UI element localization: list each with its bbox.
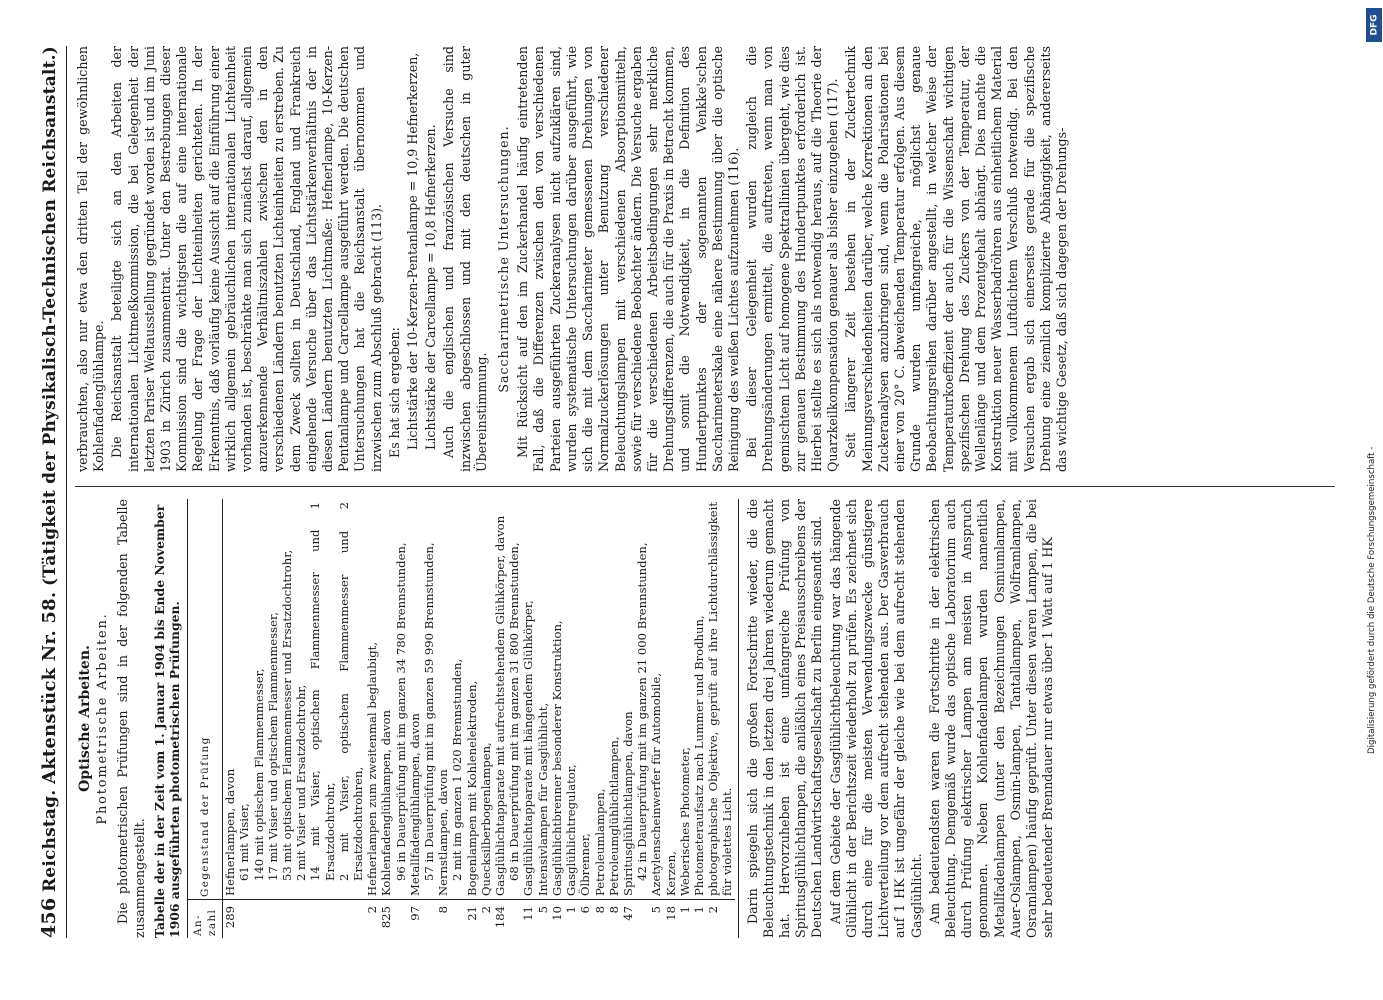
table-row [664,499,678,938]
row-count: 2 [365,900,379,939]
table-row [536,499,550,938]
left-paragraphs [745,499,1057,938]
row-subject: Spiritusglühlichtlampen, davon [620,711,635,896]
intro-paragraph: Die photometrischen Prüfungen sind in der folgenden Tabelle zusammengestellt. [115,499,147,938]
row-count [294,900,308,939]
row-subject: 53 mit optischem Flammenmesser und Ersatzdochtrohr, [280,549,295,881]
row-subject: 2 mit Visier und Ersatzdochtrohr, [294,684,309,881]
row-count: 21 [465,900,479,939]
row-subject: 2 mit Visier, optischem Flammenmesser und 2 Ersatzdochtrohren, [336,502,366,881]
paragraph: Am bedeutendsten waren die Fortschritte in der elektrischen Beleuchtung. Demgemäß wurde das optische Laboratorium auch durch Prüfung elektrischer Lampen am meisten in Anspruch genommen. Neben Kohlenfadenlampen wurden namentlich Metallfadenlampen (unter den Bezeichnungen Osmiumlampen, Auer-Oslampen, Osmin-lampen, Tantallampen, Wolframlampen, Osramlampen) häufig geprüft. Unter diesen waren Lampen, die bei sehr bedeutender Brenndauer nur etwas über 1 Watt auf 1 HK [926,499,1056,938]
row-subject: Kohlenfadenglühlampen, davon [379,710,394,896]
row-count: 184 [493,900,507,939]
header-subject: Gegenstand der Prüfung [187,499,222,900]
row-count [450,900,464,939]
row-subject: Metallfadenglühlampen, davon [407,713,422,896]
table-row [550,499,564,938]
row-subject: Hefnerlampen zum zweitenmal beglaubigt, [365,641,380,896]
paragraph-after-formulas: Auch die englischen und französischen Versuche sind inzwischen abgeschlossen und mit den deutschen in guter Übereinstimmung. [441,46,489,472]
row-subject: Gasglühlichtapparate mit hängendem Glühkörper, [521,600,536,896]
row-count [252,900,266,939]
table-row [436,499,450,938]
paragraph: Auf dem Gebiete der Gasglühlichtbeleuchtung war das hängende Glühlicht in der Berichtszeit wiederholt zu prüfen. Es zeichnet sich durch eine für die meisten Verwendungszwecke günstigere Lichtverteilung vor dem aufrecht stehenden aus. Der Gasverbrauch auf 1 HK ist ungefähr der gleiche wie bei dem aufrecht stehenden Gasglühlicht. [827,499,924,938]
table-row [408,499,422,938]
row-count [394,900,408,939]
row-count: 5 [649,900,663,939]
dfg-logo-text: DFG [1369,14,1380,36]
table-row [337,499,365,938]
page-number: 456 [38,897,60,938]
right-paragraphs-top [75,46,385,472]
left-column [75,486,1335,938]
table-row [266,499,280,938]
paragraph: Seit längerer Zeit bestehen in der Zuckertechnik Meinungsverschiedenheiten darüber, welche Korrektionen an den Zuckeranalysen anzubringen sind, wenn die Polarisationen bei einer von 20° C. abweichenden Temperatur erfolgen. Aus diesem Grunde wurden umfangreiche, möglichst genaue Beobachtungsreihen darüber angestellt, in welcher Weise der Temperaturkoeffizient der auch für die Wissenschaft wichtigen spezifischen Drehung des Zuckers von der Temperatur, der Wellenlänge und dem Prozentgehalt abhängt. Dies machte die Konstruktion neuer Wasserbadröhren aus einheitlichem Material mit vollkommenem Luftdichtem Verschluß notwendig. Bei den Versuchen ergab sich einerseits gerade für die spezifische Drehung eine ziemlich komplizierte Abhängigkeit, andererseits das wichtige Gesetz, daß sich dagegen der Drehungs- [843,46,1069,472]
row-subject: Bogenlampen mit Kohlenelektroden, [464,680,479,896]
header-count: An-zahl [187,900,222,939]
row-subject: Weberisches Photometer, [677,747,692,896]
row-count: 5 [536,900,550,939]
table-row [479,499,493,938]
right-paragraphs-bottom [515,46,1070,472]
row-count: 2 [706,900,734,939]
formula-line: Lichtstärke der Carcellampe = 10,8 Hefnerkerzen. [423,124,439,450]
running-head [38,46,67,938]
row-count: 1 [564,900,578,939]
row-count [280,900,294,939]
row-subject: 96 in Dauerprüfung mit im ganzen 34 780 Brennstunden, [393,542,408,881]
row-count: 2 [479,900,493,939]
row-subject: Gasglühlichtapparate mit aufrechtstehendem Glühkörper, davon [493,515,508,896]
row-count: 18 [664,900,678,939]
row-count: 8 [436,900,450,939]
table-row [223,499,238,938]
table-title: Tabelle der in der Zeit vom 1. Januar 1904 bis Ende November 1906 ausgeführten photometrischen Prüfungen. [151,504,182,938]
row-subject: Photometeraufsatz nach Lummer und Brodhun, [691,615,706,896]
row-count [507,900,521,939]
row-count: 1 [692,900,706,939]
running-head-left: Reichstag. [40,789,60,893]
row-count [308,900,336,939]
row-subject: 2 mit im ganzen 1 020 Brennstunden, [450,658,465,881]
section-title-saccharimetric: Saccharimetrische Untersuchungen. [496,125,512,393]
section-title-optical: Optische Arbeiten. [77,645,93,792]
table-row [564,499,578,938]
result-intro: Es hat sich ergeben: [386,327,402,458]
table-row [578,499,592,938]
subtitle-photometric: Photometrische Arbeiten. [95,612,111,825]
row-subject: 68 in Dauerprüfung mit im ganzen 31 800 Brennstunden, [507,542,522,881]
table-body [223,499,738,938]
table-row [493,499,507,938]
row-subject: Gasglühlichtregulator, [564,764,579,896]
table-row [379,499,393,938]
table-bottom-rule [735,499,739,938]
row-count: 289 [223,900,238,939]
row-count: 8 [593,900,607,939]
paragraph: Bei dieser Gelegenheit wurden zugleich die Drehungsänderungen ermittelt, die auftreten, wenn man von gemischtem Licht auf homogene Spektrallinien übergeht, wie dies zur genauen Bestimmung des Hundertpunktes erforderlich ist. Hierbei stellte es sich als notwendig heraus, auf die Theorie der Quarzkeilkompensation genauer als bisher einzugehen (117). [744,46,841,472]
running-head-document: Aktenstück Nr. 58. [39,591,60,784]
row-subject: 14 mit Visier, optischem Flammenmesser und 1 Ersatzdochtrohr, [308,502,337,881]
row-subject: 140 mit optischem Flammenmesser, [251,668,266,881]
row-subject: 17 mit Visier und optischem Flammenmesser, [265,612,280,881]
table-row [607,499,621,938]
dfg-logo [1366,8,1382,42]
row-subject: Quecksilberbogenlampen, [478,742,493,896]
row-count [337,900,365,939]
row-count: 10 [550,900,564,939]
table-row [365,499,379,938]
row-subject: Petroleumlampen, [592,788,607,896]
row-subject: 57 in Dauerprüfung mit im ganzen 59 990 Brennstunden, [422,542,437,881]
row-count: 8 [607,900,621,939]
row-subject: Intensivlampen für Gasglühlicht, [535,702,550,896]
row-subject: Hefnerlampen, davon [223,768,238,896]
table-row [252,499,266,938]
row-count: 825 [379,900,393,939]
row-count: 1 [678,900,692,939]
row-subject: 42 in Dauerprüfung mit im ganzen 21 000 Brennstunden, [635,542,650,881]
row-subject: Petroleumglühlichtlampen, [606,736,621,896]
table-row [237,499,251,938]
formula-line: Lichtstärke der 10-Kerzen-Pentanlampe = 10,9 Hefnerkerzen, [405,52,421,450]
formulas [405,46,439,472]
running-head-right: (Tätigkeit der Physikalisch-Technischen Reichsanstalt.) [40,46,60,586]
row-count [237,900,251,939]
row-count [266,900,280,939]
digitization-note: Digitalisierung gefördert durch die Deutsche Forschungsgemeinschaft - [1367,446,1377,754]
row-count: 47 [621,900,635,939]
table-row [308,499,336,938]
table-row [635,499,649,938]
row-count [635,900,649,939]
photometric-table [187,499,739,938]
row-subject: 61 mit Visier, [237,803,252,881]
paragraph: Mit Rücksicht auf den im Zuckerhandel häufig eintretenden Fall, daß die Differenzen zwischen den von verschiedenen Parteien ausgeführten Zuckeranalysen nicht aufzuklären sind, wurden systematische Untersuchungen darüber ausgeführt, wie sich die mit dem Saccharimeter gemessenen Drehungen von Normalzuckerlösungen unter Benutzung verschiedener Beleuchtungslampen mit verschiedenen Absorptionsmitteln, sowie für verschiedene Beobachter ändern. Die Versuche ergaben für die verschiedenen Arbeitsbedingungen sehr merkliche Drehungsdifferenzen, die auch für die Praxis in Betracht kommen, und somit die Notwendigkeit, in die Definition des Hundertpunktes der sogenannten Venkke'schen Saccharimeterskale eine nähere Bestimmung über die optische Reinigung des weißen Lichtes aufzunehmen (116). [515,46,741,472]
table-row [621,499,635,938]
table-row [649,499,663,938]
row-count: 97 [408,900,422,939]
table-row [507,499,521,938]
row-count [422,900,436,939]
row-count: 6 [578,900,592,939]
table-row [465,499,479,938]
table-row [521,499,535,938]
table-row [678,499,692,938]
table-row [450,499,464,938]
table-row [692,499,706,938]
table-row [422,499,436,938]
row-subject: Nernstlampen, davon [436,769,451,896]
row-subject: Ölbrenner, [578,833,593,896]
row-subject: Azetylenscheinwerfer für Automobile, [649,672,664,896]
row-count: 11 [521,900,535,939]
two-columns [75,46,1335,938]
row-subject: photographische Objektive, geprüft auf ihre Lichtdurchlässigkeit für violettes Licht. [706,502,735,896]
paragraph: Darin spiegeln sich die großen Fortschritte wieder, die die Beleuchtungstechnik in den letzten drei Jahren wiederum gemacht hat. Hervorzuheben ist eine umfangreiche Prüfung von Spiritusglühlichtlampen, die anläßlich eines Preisausschreibens der Deutschen Landwirtschaftsgesellschaft zu Berlin eingesandt sind. [744,499,825,938]
row-subject: Gasglühlichtbrenner besonderer Konstruktion, [549,620,564,896]
table-row [280,499,294,938]
table-row [593,499,607,938]
paragraph: verbrauchten, also nur etwa den dritten Teil der gewöhnlichen Kohlenfadenglühlampe. [75,46,107,472]
right-column [75,46,1335,486]
paragraph: Die Reichsanstalt beteiligte sich an den Arbeiten der internationalen Lichtmeßkommission, die bei Gelegenheit der letzten Pariser Weltausstellung gegründet worden ist und im Juni 1903 in Zürich zusammentrat. Unter den Bestrebungen dieser Kommission sind die wichtigsten die auf eine internationale Regelung der Frage der Lichteinheiten gerichteten. In der Erkenntnis, daß vorläufig keine Aussicht auf die Einführung einer wirklich allgemein gebräuchlichen internationalen Lichteinheit vorhanden ist, beschränkte man sich zunächst darauf, allgemein anzuerkennende Verhältniszahlen zwischen den in den verschiedenen Ländern benutzten Lichteinheiten zu erstreben. Zu dem Zweck sollten in Deutschland, England und Frankreich eingehende Versuche über das Lichtstärkenverhältnis der in diesen Ländern benutzten Lichtmaße: Hefnerlampe, 10-Kerzen-Pentanlampe und Carcellampe ausgeführt werden. Die deutschen Untersuchungen hat die Reichsanstalt übernommen und inzwischen zum Abschluß gebracht (113). [109,46,384,472]
row-subject: Kerzen, [663,851,678,896]
table-row [394,499,408,938]
table-row [294,499,308,938]
table-row [706,499,734,938]
